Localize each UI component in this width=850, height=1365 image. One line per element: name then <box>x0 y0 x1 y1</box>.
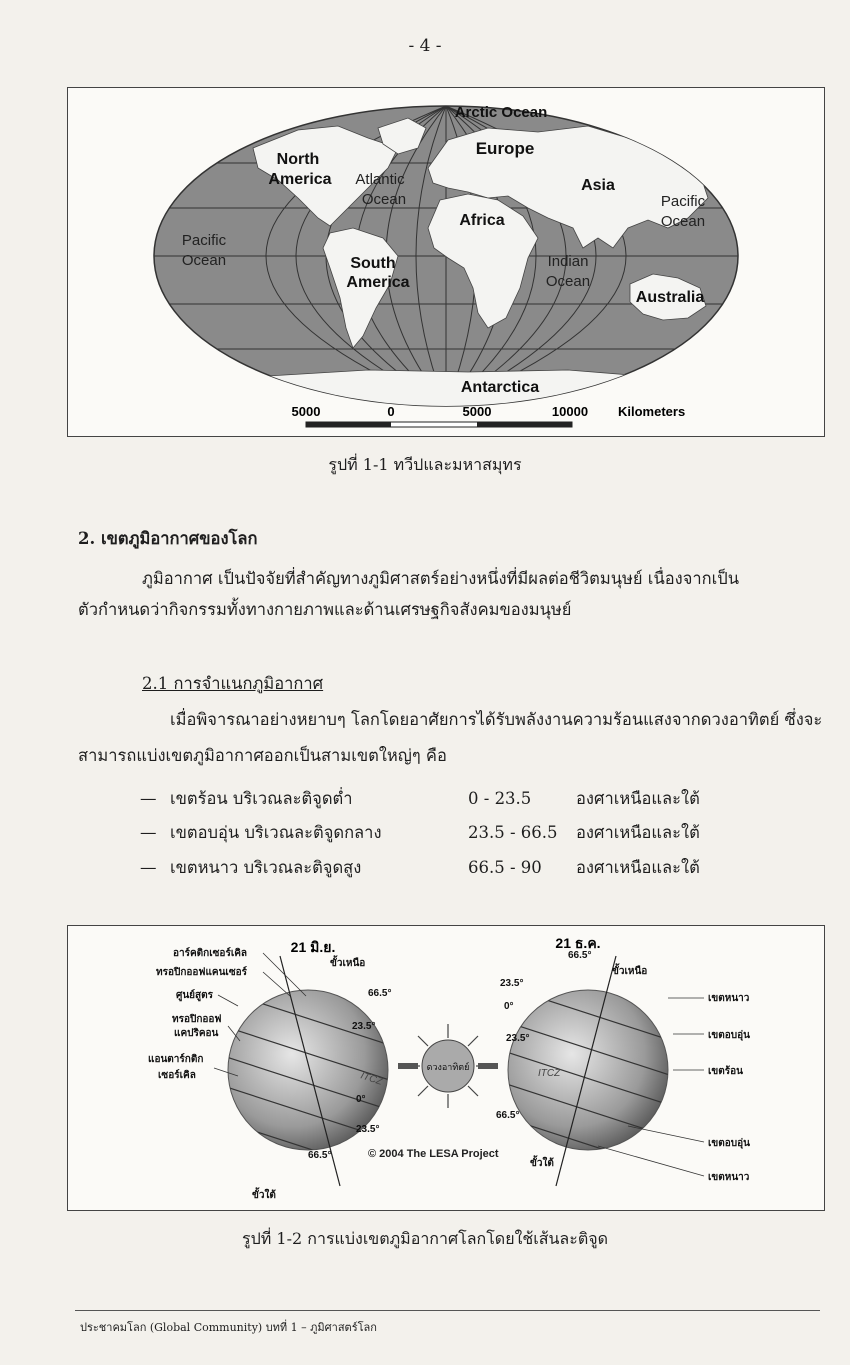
para1-line2: ตัวกำหนดว่ากิจกรรมทั้งทางกายภาพและด้านเศรษฐกิจสังคมของมนุษย์ <box>78 600 572 619</box>
label-atlantic-2: Ocean <box>361 191 407 208</box>
label-pacific-right-2: Ocean <box>660 213 706 230</box>
date-june: 21 มิ.ย. <box>290 939 336 955</box>
label-atlantic-1: Atlantic <box>355 171 405 188</box>
label-north-pole-right: ขั้วเหนือ <box>612 966 648 977</box>
label-north-america-1: North <box>276 151 320 168</box>
world-map-image <box>68 88 824 436</box>
label-australia: Australia <box>635 289 705 306</box>
zone-cold-north: เขตหนาว <box>708 993 750 1004</box>
scale-5000-right: 5000 <box>462 404 492 419</box>
deg-235-top-right: 23.5° <box>500 978 524 989</box>
label-south-pole-right: ขั้วใต้ <box>530 1158 554 1169</box>
zone-dash: — <box>140 823 157 842</box>
label-africa: Africa <box>459 212 505 229</box>
label-south-america-1: South <box>350 255 396 272</box>
para2-line1: เมื่อพิจารณาอย่างหยาบๆ โลกโดยอาศัยการได้รับพลังงานความร้อนแสงจากดวงอาทิตย์ ซึ่งจะ <box>170 710 823 729</box>
zone-row <box>140 821 700 845</box>
deg-665-top-left: 66.5° <box>368 988 392 999</box>
label-pacific-left-2: Ocean <box>181 252 227 269</box>
label-tropic-capricorn-2: แคปริคอน <box>174 1028 219 1039</box>
label-equator: ศูนย์สูตร <box>176 990 214 1001</box>
deg-665-top-right: 66.5° <box>568 950 592 961</box>
label-asia: Asia <box>581 177 615 194</box>
para2-line2: สามารถแบ่งเขตภูมิอากาศออกเป็นสามเขตใหญ่ๆ คือ <box>78 746 447 765</box>
climate-zones-figure <box>67 925 825 1211</box>
itcz-left: ITCZ <box>359 1070 384 1088</box>
zone-name: เขตร้อน บริเวณละติจูดต่ำ <box>170 789 353 808</box>
date-december: 21 ธ.ค. <box>555 935 601 951</box>
label-north-america-2: America <box>268 171 332 188</box>
zone-range: 66.5 - 90 <box>468 858 542 877</box>
label-pacific-left-1: Pacific <box>181 232 227 249</box>
zone-row <box>140 787 700 811</box>
label-antarctic-1: แอนตาร์กติก <box>148 1054 204 1065</box>
zone-name: เขตหนาว บริเวณละติจูดสูง <box>170 858 362 877</box>
zone-cold-south: เขตหนาว <box>708 1172 750 1183</box>
label-tropic-capricorn-1: ทรอปิกออฟ <box>172 1014 222 1025</box>
scale-5000-left: 5000 <box>291 404 321 419</box>
zone-temperate-south: เขตอบอุ่น <box>708 1138 750 1149</box>
label-arctic-circle: อาร์คติกเซอร์เคิล <box>173 948 248 959</box>
zone-unit: องศาเหนือและใต้ <box>576 858 700 877</box>
label-south-america-2: America <box>346 274 410 291</box>
climate-zones-image <box>68 926 824 1210</box>
zone-temperate-north: เขตอบอุ่น <box>708 1030 750 1041</box>
label-indian-1: Indian <box>547 253 589 270</box>
label-pacific-right-1: Pacific <box>660 193 706 210</box>
figure1-caption: รูปที่ 1-1 ทวีปและมหาสมุทร <box>328 455 522 474</box>
para1-line1: ภูมิอากาศ เป็นปัจจัยที่สำคัญทางภูมิศาสตร์อย่างหนึ่งที่มีผลต่อชีวิตมนุษย์ เนื่องจากเป็น <box>142 569 740 588</box>
deg-0-left: 0° <box>356 1094 366 1105</box>
scale-10000: 10000 <box>551 404 589 419</box>
scale-0: 0 <box>387 404 395 419</box>
page-number: - 4 - <box>408 36 442 56</box>
itcz-right: ITCZ <box>538 1068 561 1079</box>
label-antarctica: Antarctica <box>460 379 540 396</box>
footer-divider <box>75 1310 820 1311</box>
deg-665-bot-left: 66.5° <box>308 1150 332 1161</box>
sun-label: ดวงอาทิตย์ <box>426 1062 470 1072</box>
zone-range: 0 - 23.5 <box>468 789 532 808</box>
zone-dash: — <box>140 789 157 808</box>
footer-text: ประชาคมโลก (Global Community) บทที่ 1 – ภูมิศาสตร์โลก <box>80 1321 377 1334</box>
label-antarctic-2: เซอร์เคิล <box>158 1070 196 1081</box>
label-indian-2: Ocean <box>545 273 591 290</box>
zone-unit: องศาเหนือและใต้ <box>576 789 700 808</box>
zone-hot: เขตร้อน <box>708 1066 743 1077</box>
world-map-figure <box>67 87 825 437</box>
figure2-caption: รูปที่ 1-2 การแบ่งเขตภูมิอากาศโลกโดยใช้เส้นละติจูด <box>242 1229 608 1248</box>
copyright-text: © 2004 The LESA Project <box>368 1148 499 1160</box>
deg-665-bot-right: 66.5° <box>496 1110 520 1121</box>
deg-235-bot-left: 23.5° <box>356 1124 380 1135</box>
zone-name: เขตอบอุ่น บริเวณละติจูดกลาง <box>170 823 382 842</box>
label-tropic-cancer: ทรอปิกออฟแคนเซอร์ <box>156 967 248 978</box>
zone-row <box>140 856 700 880</box>
label-north-pole-left: ขั้วเหนือ <box>330 958 366 969</box>
deg-0-right: 0° <box>504 1001 514 1012</box>
label-europe: Europe <box>475 139 535 158</box>
deg-235-mid-right: 23.5° <box>506 1033 530 1044</box>
sub-heading: 2.1 การจำแนกภูมิอากาศ <box>142 674 324 693</box>
deg-235-top-left: 23.5° <box>352 1021 376 1032</box>
zone-dash: — <box>140 858 157 877</box>
zone-unit: องศาเหนือและใต้ <box>576 823 700 842</box>
label-arctic-ocean: Arctic Ocean <box>454 104 548 121</box>
section-heading: 2. เขตภูมิอากาศของโลก <box>78 529 258 548</box>
scale-bar <box>292 404 686 427</box>
zone-range: 23.5 - 66.5 <box>468 823 558 842</box>
label-south-pole-left: ขั้วใต้ <box>252 1190 276 1201</box>
scale-unit: Kilometers <box>618 404 686 419</box>
